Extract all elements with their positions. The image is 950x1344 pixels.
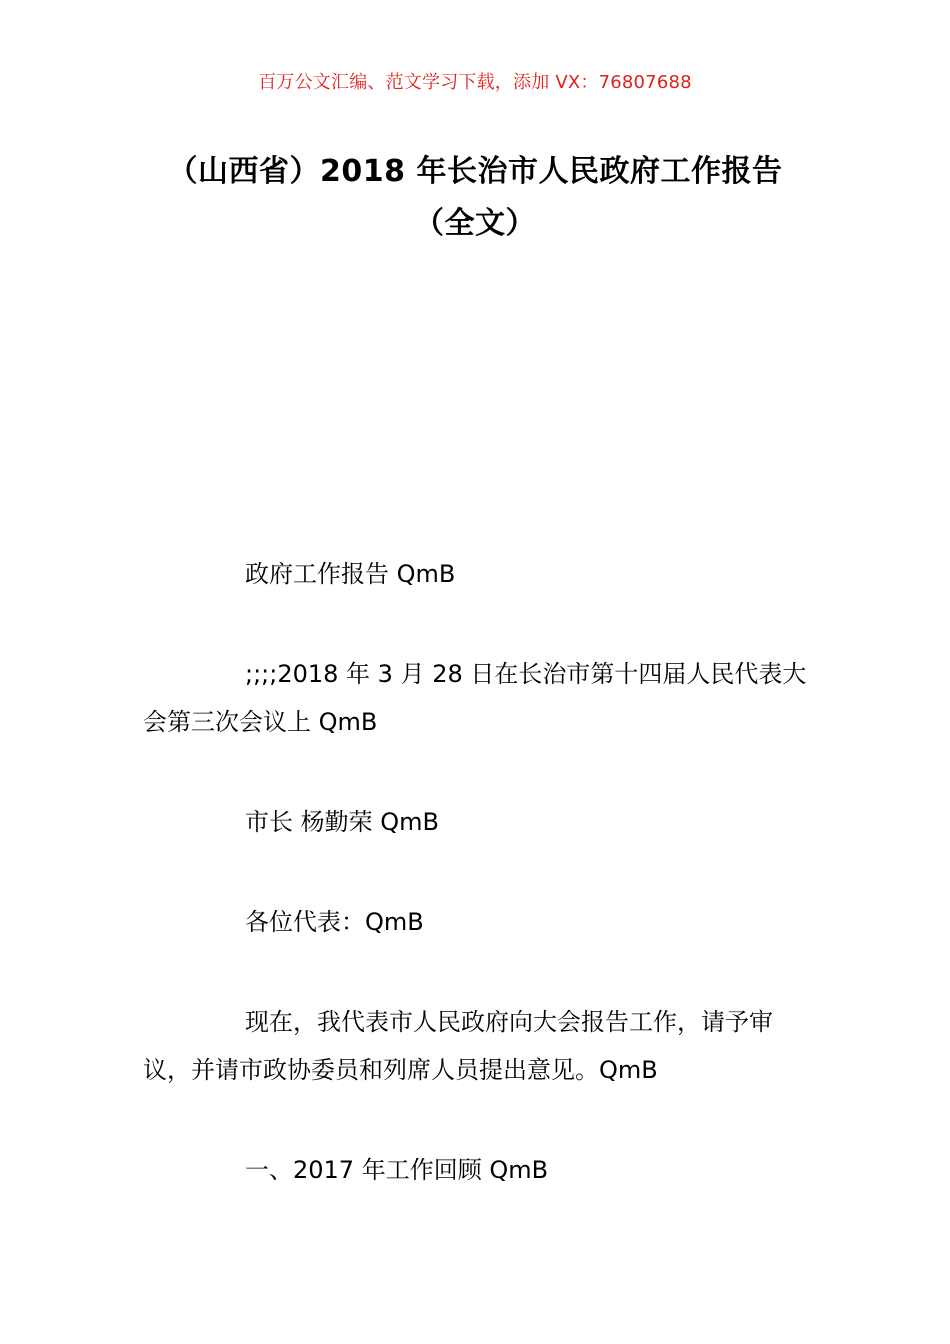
header-watermark-note: 百万公文汇编、范文学习下载，添加 VX：76807688 [258, 72, 692, 93]
document-title: （山西省）2018 年长治市人民政府工作报告（全文） [167, 154, 783, 241]
paragraph-meeting-info: ;;;;2018 年 3 月 28 日在长治市第十四届人民代表大会第三次会议上 QmB [143, 660, 807, 736]
section-heading-review: 一、2017 年工作回顾 QmB [245, 1156, 549, 1184]
paragraph-report-label: 政府工作报告 QmB [245, 560, 456, 588]
paragraph-mayor: 市长 杨勤荣 QmB [245, 808, 439, 836]
paragraph-intro: 现在，我代表市人民政府向大会报告工作，请予审议，并请市政协委员和列席人员提出意见。QmB [143, 1008, 773, 1084]
paragraph-salutation: 各位代表：QmB [245, 908, 424, 936]
